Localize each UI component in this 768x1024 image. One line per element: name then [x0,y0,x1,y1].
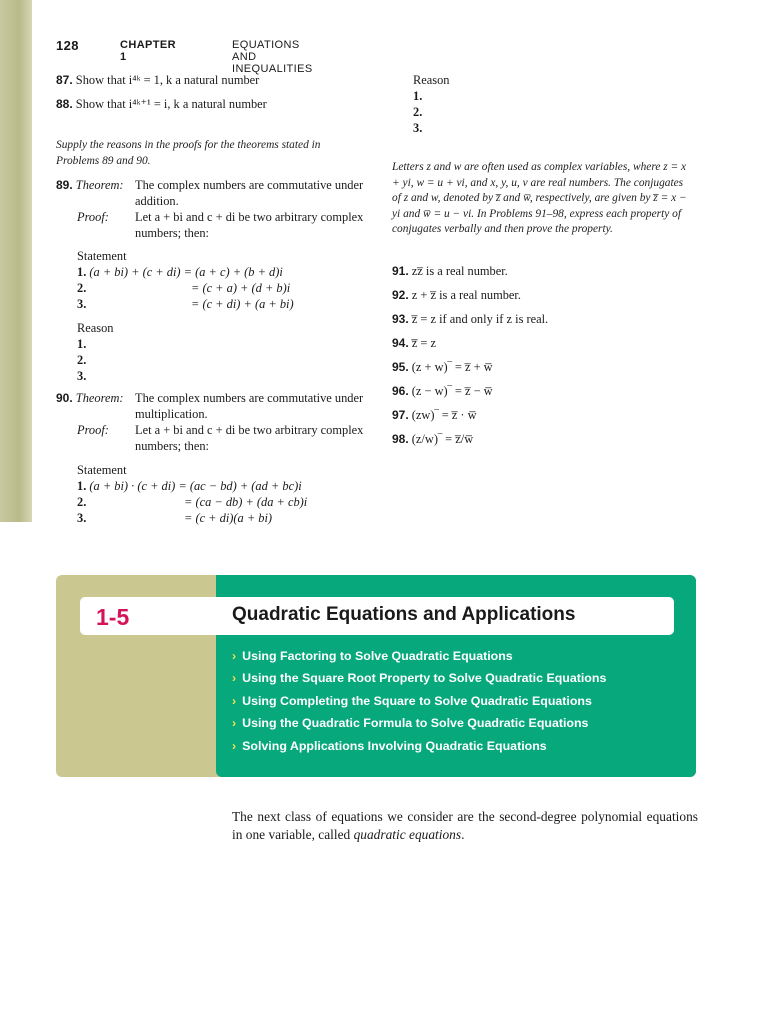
chevron-right-icon: › [232,671,237,685]
chevron-right-icon: › [232,649,237,663]
reason-number: 2. [413,105,423,119]
conjugates-note: Letters z and w are often used as complex variables, where z = x + yi, w = u + vi, and x, y, u, v are real numbers. The conjugates of z and w, denoted by z̅ and w̅, respectively, are given by z̅ = x − yi and w̅ = u − vi. In Problems 91–98, express each property of conjugates verbally and then prove the property. [392,161,687,235]
theorem-text-cont: addition. [135,194,179,208]
statement-number: 2. [77,281,87,295]
key-term: quadratic equations [353,827,462,842]
chapter-label: CHAPTER 1 [120,39,176,63]
statement-row: = (c + di)(a + bi) [184,511,273,525]
statement-row: = (c + a) + (d + b)i [191,281,291,295]
objective-item[interactable]: › Using Factoring to Solve Quadratic Equations [232,649,513,663]
problem-number: 87. [56,73,73,87]
objective-item[interactable]: › Solving Applications Involving Quadratic Equations [232,739,547,753]
reason-label: Reason [77,321,114,335]
statement-row: = (ca − db) + (da + cb)i [184,495,308,509]
section-number: 1-5 [96,604,130,630]
proof-text: Let a + bi and c + di be two arbitrary complex [135,210,364,224]
intro-paragraph: The next class of equations we consider are the second-degree polynomial equations in one variable, called quadratic equations. [232,809,698,842]
problem-text: Show that i⁴ᵏ = 1, k a natural number [75,73,260,87]
reason-number: 2. [77,353,87,367]
theorem-text: The complex numbers are commutative under [135,178,364,192]
page-number: 128 [56,38,79,53]
problem-text: Show that i⁴ᵏ⁺¹ = i, k a natural number [75,97,267,111]
proof-instructions: Supply the reasons in the proofs for the theorems stated in Problems 89 and 90. [56,139,321,167]
proof-text-cont: numbers; then: [135,226,209,240]
theorem-text-cont: multiplication. [135,407,208,421]
problem-92: 92. z + z̅ is a real number. [392,288,521,302]
section-title: Quadratic Equations and Applications [232,604,576,625]
statement-number: 2. [77,495,87,509]
objective-item[interactable]: › Using the Square Root Property to Solve Quadratic Equations [232,671,607,685]
problem-96: 96. (z − w)‾ = z̅ − w̅ [392,384,493,398]
proof-text-cont: numbers; then: [135,439,209,453]
problem-91: 91. zz̅ is a real number. [392,264,508,278]
theorem-label: Theorem: [75,391,124,405]
chevron-right-icon: › [232,716,237,730]
statement-number: 3. [77,511,87,525]
problem-89-number: 89. Theorem: [56,178,124,192]
proof-text: Let a + bi and c + di be two arbitrary complex [135,423,364,437]
problem-95: 95. (z + w)‾ = z̅ + w̅ [392,360,493,374]
reason-number: 1. [77,337,87,351]
page-edge-strip [0,0,32,522]
problem-87 [56,72,259,88]
problem-90-number: 90. Theorem: [56,391,124,405]
objective-item[interactable]: › Using the Quadratic Formula to Solve Quadratic Equations [232,716,589,730]
problem-88 [56,96,267,112]
problem-94: 94. z̅̅ = z [392,336,436,350]
proof-label: Proof: [77,210,109,224]
proof-label: Proof: [77,423,109,437]
problem-98: 98. (z/w)‾ = z̅/w̅ [392,432,474,446]
statement-row: = (c + di) + (a + bi) [191,297,294,311]
chapter-title: EQUATIONS AND INEQUALITIES [232,39,313,75]
reason-number: 1. [413,89,423,103]
statement-label: Statement [77,463,127,477]
problem-number: 88. [56,97,73,111]
problem-93: 93. z̅ = z if and only if z is real. [392,312,549,326]
theorem-text: The complex numbers are commutative under [135,391,364,405]
chevron-right-icon: › [232,739,237,753]
chevron-right-icon: › [232,694,237,708]
reason-label: Reason [413,73,450,87]
reason-number: 3. [77,369,87,383]
objective-item[interactable]: › Using Completing the Square to Solve Quadratic Equations [232,694,592,708]
statement-number: 3. [77,297,87,311]
statement-row: 1. (a + bi) + (c + di) = (a + c) + (b + d)i [77,265,283,279]
statement-label: Statement [77,249,127,263]
reason-number: 3. [413,121,423,135]
statement-row: 1. (a + bi) · (c + di) = (ac − bd) + (ad + bc)i [77,479,302,493]
problem-97: 97. (zw)‾ = z̅ · w̅ [392,408,477,422]
theorem-label: Theorem: [75,178,124,192]
